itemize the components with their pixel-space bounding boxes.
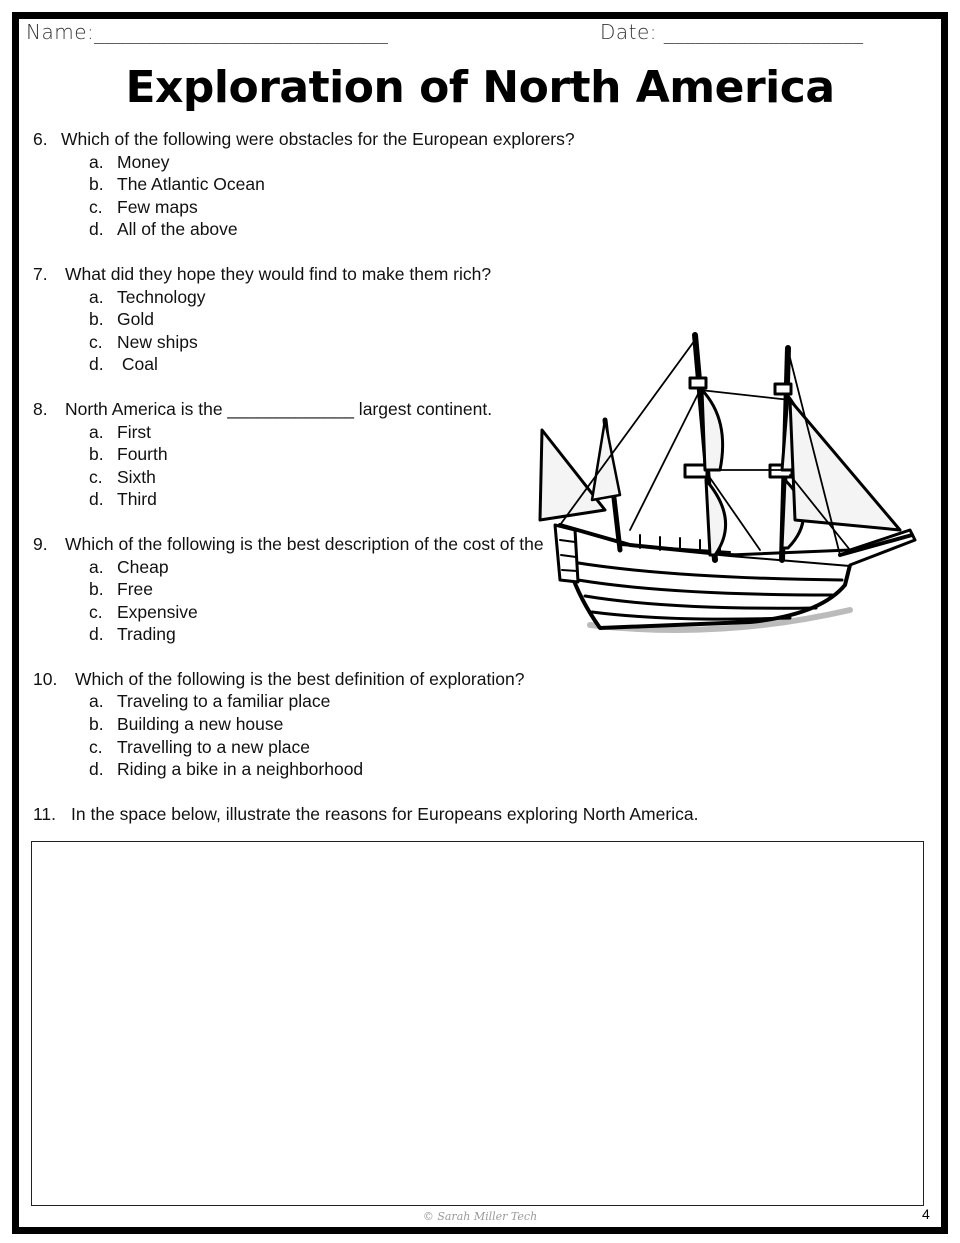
option-letter: b. [89, 714, 104, 735]
option-text: Few maps [117, 196, 198, 217]
option-text: All of the above [117, 219, 238, 240]
question-text: In the space below, illustrate the reasons for Europeans exploring North America. [71, 803, 699, 824]
ship-illustration [520, 330, 920, 635]
option-text: Traveling to a familiar place [117, 691, 331, 712]
question-number: 10. [33, 668, 58, 689]
option-text: Technology [117, 286, 206, 307]
option-d[interactable] [89, 218, 913, 241]
question-number: 6. [33, 129, 48, 149]
option-a[interactable] [89, 286, 913, 309]
option-letter: a. [89, 556, 104, 577]
option-letter: b. [89, 579, 104, 600]
question-11 [33, 803, 913, 826]
option-letter: d. [89, 489, 104, 510]
option-text: The Atlantic Ocean [117, 174, 265, 195]
question-6 [33, 128, 913, 241]
option-letter: d. [89, 624, 104, 645]
option-letter: d. [89, 759, 104, 780]
option-letter: a. [89, 151, 104, 172]
option-text: Travelling to a new place [117, 736, 310, 757]
option-c[interactable] [89, 196, 913, 219]
illustration-answer-box[interactable] [31, 841, 924, 1206]
question-text: North America is the _____________ largest continent. [65, 398, 493, 419]
question-number: 11. [33, 803, 57, 824]
option-letter: c. [89, 196, 103, 217]
option-letter: d. [89, 219, 104, 240]
name-field[interactable]: Name:____________________________ [26, 20, 389, 44]
question-text: Which of the following is the best description of the cost of the [65, 533, 544, 554]
option-letter: c. [89, 331, 103, 352]
option-text: Coal [117, 354, 158, 375]
question-number: 9. [33, 533, 48, 554]
worksheet-title: Exploration of North America [125, 62, 835, 113]
option-letter: c. [89, 736, 103, 757]
option-letter: b. [89, 309, 104, 330]
option-d[interactable] [89, 758, 913, 781]
question-text: Which of the following were obstacles for the European explorers? [61, 129, 575, 149]
option-text: Fourth [117, 444, 168, 465]
copyright-text: © Sarah Miller Tech [422, 1210, 538, 1223]
option-text: Third [117, 489, 157, 510]
page-number: 4 [922, 1206, 930, 1222]
option-text: New ships [117, 331, 198, 352]
option-text: Cheap [117, 556, 169, 577]
option-letter: b. [89, 174, 104, 195]
option-letter: a. [89, 421, 104, 442]
option-letter: c. [89, 601, 103, 622]
option-text: Free [117, 579, 153, 600]
option-letter: c. [89, 466, 103, 487]
question-number: 8. [33, 398, 48, 419]
question-number: 7. [33, 263, 48, 284]
option-text: Sixth [117, 466, 156, 487]
option-text: Trading [117, 624, 176, 645]
question-text: Which of the following is the best definition of exploration? [75, 668, 525, 689]
answer-options [89, 151, 913, 241]
option-c[interactable] [89, 736, 913, 759]
option-text: Money [117, 151, 170, 172]
option-letter: a. [89, 286, 104, 307]
option-b[interactable] [89, 173, 913, 196]
option-letter: d. [89, 354, 104, 375]
option-b[interactable] [89, 308, 913, 331]
option-text: Expensive [117, 601, 198, 622]
option-text: Gold [117, 309, 154, 330]
option-letter: b. [89, 444, 104, 465]
option-letter: a. [89, 691, 104, 712]
option-text: Riding a bike in a neighborhood [117, 759, 364, 780]
option-text: First [117, 421, 152, 442]
date-field[interactable]: Date: ___________________ [600, 20, 864, 44]
question-10 [33, 668, 913, 781]
option-a[interactable] [89, 690, 913, 713]
answer-options [89, 690, 913, 780]
option-b[interactable] [89, 713, 913, 736]
option-text: Building a new house [117, 714, 284, 735]
option-a[interactable] [89, 151, 913, 174]
question-text: What did they hope they would find to make them rich? [65, 263, 492, 284]
